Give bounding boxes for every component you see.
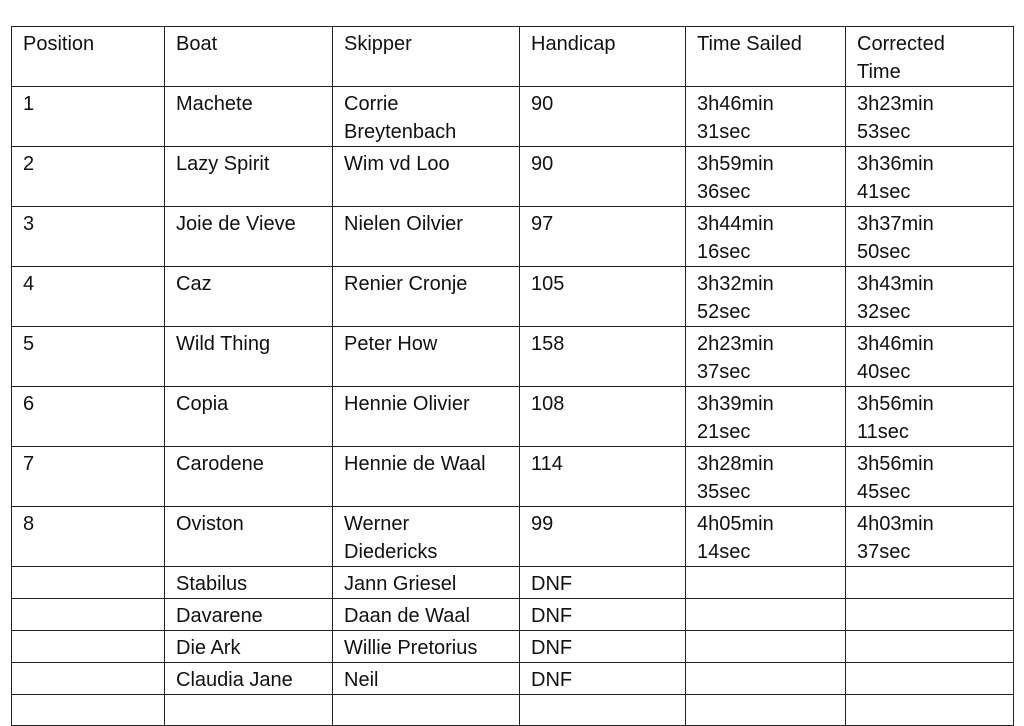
cell-corrected-time: 3h37min 50sec — [846, 207, 1014, 267]
cell-boat: Carodene — [165, 447, 333, 507]
header-position: Position — [12, 27, 165, 87]
cell-time-sailed — [686, 567, 846, 599]
table-row — [12, 631, 1014, 663]
cell-boat: Stabilus — [165, 567, 333, 599]
cell-boat: Copia — [165, 387, 333, 447]
cell-handicap: DNF — [520, 663, 686, 695]
cell-boat: Die Ark — [165, 631, 333, 663]
cell-handicap: DNF — [520, 631, 686, 663]
cell-boat: Caz — [165, 267, 333, 327]
table-row — [12, 87, 1014, 147]
cell-skipper — [333, 695, 520, 726]
cell-handicap: 158 — [520, 327, 686, 387]
cell-handicap: 114 — [520, 447, 686, 507]
cell-position — [12, 631, 165, 663]
cell-time-sailed: 3h44min 16sec — [686, 207, 846, 267]
cell-skipper: Neil — [333, 663, 520, 695]
cell-boat: Machete — [165, 87, 333, 147]
cell-position: 5 — [12, 327, 165, 387]
cell-handicap: 108 — [520, 387, 686, 447]
cell-position: 7 — [12, 447, 165, 507]
cell-time-sailed: 2h23min 37sec — [686, 327, 846, 387]
cell-position: 2 — [12, 147, 165, 207]
cell-skipper: Werner Diedericks — [333, 507, 520, 567]
cell-time-sailed: 3h59min 36sec — [686, 147, 846, 207]
cell-skipper: Hennie Olivier — [333, 387, 520, 447]
cell-handicap: 90 — [520, 147, 686, 207]
header-time-sailed: Time Sailed — [686, 27, 846, 87]
cell-skipper: Renier Cronje — [333, 267, 520, 327]
cell-corrected-time: 3h36min 41sec — [846, 147, 1014, 207]
cell-time-sailed: 3h46min 31sec — [686, 87, 846, 147]
cell-time-sailed: 4h05min 14sec — [686, 507, 846, 567]
table-row — [12, 207, 1014, 267]
cell-handicap: DNF — [520, 567, 686, 599]
cell-corrected-time: 3h56min 11sec — [846, 387, 1014, 447]
cell-boat: Lazy Spirit — [165, 147, 333, 207]
cell-corrected-time — [846, 599, 1014, 631]
cell-skipper: Peter How — [333, 327, 520, 387]
table-row — [12, 327, 1014, 387]
cell-time-sailed — [686, 631, 846, 663]
cell-time-sailed — [686, 599, 846, 631]
table-row — [12, 695, 1014, 726]
cell-position: 1 — [12, 87, 165, 147]
cell-corrected-time — [846, 567, 1014, 599]
cell-skipper: Jann Griesel — [333, 567, 520, 599]
table-row — [12, 447, 1014, 507]
cell-position: 8 — [12, 507, 165, 567]
header-boat: Boat — [165, 27, 333, 87]
cell-skipper: Daan de Waal — [333, 599, 520, 631]
cell-skipper: Wim vd Loo — [333, 147, 520, 207]
cell-time-sailed: 3h32min 52sec — [686, 267, 846, 327]
table-row — [12, 567, 1014, 599]
cell-boat: Joie de Vieve — [165, 207, 333, 267]
results-table — [11, 26, 1014, 726]
table-row — [12, 387, 1014, 447]
cell-boat: Wild Thing — [165, 327, 333, 387]
cell-handicap — [520, 695, 686, 726]
cell-corrected-time: 3h46min 40sec — [846, 327, 1014, 387]
cell-position: 6 — [12, 387, 165, 447]
header-skipper: Skipper — [333, 27, 520, 87]
cell-position — [12, 599, 165, 631]
cell-corrected-time — [846, 663, 1014, 695]
header-row — [12, 27, 1014, 87]
table-row — [12, 599, 1014, 631]
cell-skipper: Willie Pretorius — [333, 631, 520, 663]
cell-skipper: Hennie de Waal — [333, 447, 520, 507]
cell-boat: Oviston — [165, 507, 333, 567]
cell-corrected-time — [846, 631, 1014, 663]
cell-handicap: 90 — [520, 87, 686, 147]
cell-handicap: DNF — [520, 599, 686, 631]
cell-position — [12, 567, 165, 599]
header-handicap: Handicap — [520, 27, 686, 87]
cell-time-sailed — [686, 695, 846, 726]
cell-corrected-time: 4h03min 37sec — [846, 507, 1014, 567]
cell-boat: Davarene — [165, 599, 333, 631]
cell-boat — [165, 695, 333, 726]
cell-skipper: Corrie Breytenbach — [333, 87, 520, 147]
table-row — [12, 663, 1014, 695]
cell-position: 4 — [12, 267, 165, 327]
cell-boat: Claudia Jane — [165, 663, 333, 695]
cell-time-sailed: 3h39min 21sec — [686, 387, 846, 447]
table-row — [12, 267, 1014, 327]
cell-handicap: 105 — [520, 267, 686, 327]
cell-handicap: 99 — [520, 507, 686, 567]
cell-time-sailed: 3h28min 35sec — [686, 447, 846, 507]
cell-skipper: Nielen Oilvier — [333, 207, 520, 267]
cell-corrected-time: 3h56min 45sec — [846, 447, 1014, 507]
cell-corrected-time: 3h43min 32sec — [846, 267, 1014, 327]
cell-corrected-time — [846, 695, 1014, 726]
cell-position — [12, 695, 165, 726]
cell-position: 3 — [12, 207, 165, 267]
cell-handicap: 97 — [520, 207, 686, 267]
table-row — [12, 507, 1014, 567]
cell-time-sailed — [686, 663, 846, 695]
cell-corrected-time: 3h23min 53sec — [846, 87, 1014, 147]
cell-position — [12, 663, 165, 695]
header-corrected-time: Corrected Time — [846, 27, 1014, 87]
table-row — [12, 147, 1014, 207]
